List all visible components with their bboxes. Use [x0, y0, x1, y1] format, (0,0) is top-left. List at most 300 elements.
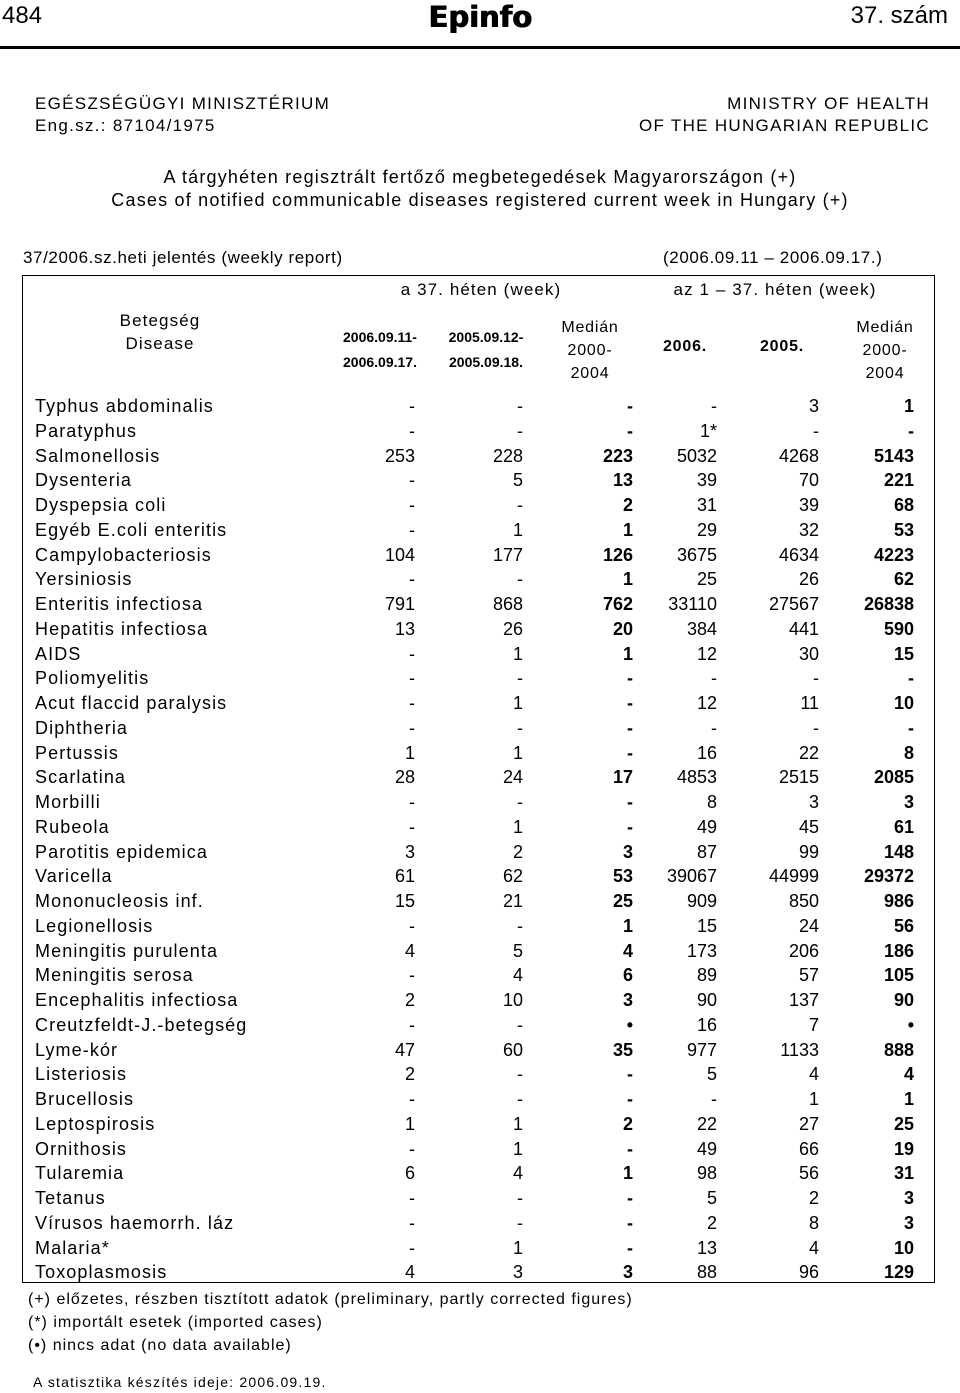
week-median-value: 25 [612, 891, 633, 911]
cumulative-median-value: 4 [903, 1064, 914, 1085]
disease-name: Dyspepsia coli [35, 495, 167, 515]
ministry-hu [35, 93, 330, 137]
header-col-2005-week [436, 325, 536, 375]
cumulative-2005-value: 206 [788, 940, 819, 961]
table-row [0, 419, 960, 444]
week-2006-value: - [409, 693, 415, 713]
cumulative-2005-value: 24 [798, 915, 819, 936]
week-median-value: - [627, 396, 633, 416]
week-2005-value: 5 [512, 940, 523, 961]
disease-name: Ornithosis [35, 1138, 128, 1159]
header-col-2005-cumulative: 2005. [759, 338, 805, 355]
disease-name: Legionellosis [35, 915, 154, 936]
cumulative-median-value: 4223 [873, 544, 914, 565]
table-row [0, 666, 960, 691]
week-2005-value: 10 [502, 990, 523, 1010]
week-2006-value: - [409, 470, 415, 491]
cumulative-2005-value: 39 [798, 495, 819, 515]
table-row [0, 815, 960, 840]
week-median-value: 3 [622, 1262, 633, 1283]
table-row [0, 914, 960, 939]
week-median-value: 3 [622, 841, 633, 862]
cumulative-2006-value: 49 [696, 816, 717, 837]
week-2005-value: - [517, 1089, 523, 1109]
cumulative-2006-value: - [711, 396, 717, 416]
disease-name: Toxoplasmosis [35, 1262, 168, 1283]
disease-name: Enteritis infectiosa [35, 594, 204, 614]
week-2005-value: 1 [512, 643, 523, 664]
cumulative-2006-value: 29 [696, 519, 717, 540]
table-row [0, 1211, 960, 1236]
cumulative-median-value: 29372 [863, 866, 914, 887]
cumulative-2006-value: 16 [696, 1014, 717, 1035]
header-disease [80, 309, 240, 355]
cumulative-2006-value: - [711, 1089, 717, 1109]
issue-number: 37. szám [850, 2, 948, 29]
week-median-value: 13 [612, 470, 633, 491]
cumulative-2006-value: 5 [706, 1188, 717, 1208]
cumulative-median-value: 3 [903, 792, 914, 812]
title-english: Cases of notified communicable diseases registered current week in Hungary (+) [111, 190, 849, 210]
week-median-value: 126 [602, 544, 633, 565]
week-2005-value: 4 [512, 965, 523, 986]
week-2005-value: 26 [502, 618, 523, 639]
week-2005-value: 5 [512, 470, 523, 491]
cumulative-median-value: 129 [883, 1262, 914, 1283]
header-col-2006-cumulative: 2006. [662, 338, 708, 355]
cumulative-2006-value: 8 [706, 792, 717, 812]
header-median-label: Medián [856, 319, 914, 336]
disease-rows [0, 394, 960, 1285]
header-col-2006-week-end: 2006.09.17. [343, 354, 417, 370]
week-2006-value: 104 [384, 544, 415, 565]
cumulative-2006-value: 49 [696, 1138, 717, 1159]
table-row [0, 1260, 960, 1285]
cumulative-2006-value: - [711, 717, 717, 738]
cumulative-median-value: 105 [883, 965, 914, 986]
disease-name: Hepatitis infectiosa [35, 618, 209, 639]
table-row [0, 741, 960, 766]
cumulative-2005-value: 70 [798, 470, 819, 491]
week-2006-value: - [409, 792, 415, 812]
cumulative-2005-value: 441 [788, 618, 819, 639]
week-median-value: - [627, 693, 633, 713]
week-2006-value: 3 [404, 841, 415, 862]
cumulative-2006-value: 12 [696, 643, 717, 664]
disease-name: Egyéb E.coli enteritis [35, 519, 228, 540]
week-2006-value: 2 [404, 1064, 415, 1085]
table-row [0, 1186, 960, 1211]
cumulative-2005-value: 57 [798, 965, 819, 986]
cumulative-median-value: - [908, 420, 914, 441]
week-2006-value: - [409, 495, 415, 515]
cumulative-2006-value: 88 [696, 1262, 717, 1283]
cumulative-2005-value: 7 [808, 1014, 819, 1035]
cumulative-2005-value: 30 [798, 643, 819, 664]
week-2005-value: 1 [512, 1113, 523, 1134]
disease-name: Tetanus [35, 1188, 106, 1208]
footnote-imported: (*) importált esetek (imported cases) [28, 1314, 323, 1331]
cumulative-median-value: 1 [903, 1089, 914, 1109]
week-2006-value: - [409, 717, 415, 738]
week-median-value: 1 [622, 1163, 633, 1184]
table-row [0, 518, 960, 543]
disease-name: Listeriosis [35, 1064, 128, 1085]
cumulative-median-value: 68 [893, 495, 914, 515]
disease-name: Diphtheria [35, 717, 129, 738]
week-2005-value: 24 [502, 767, 523, 788]
week-2005-value: 868 [492, 594, 523, 614]
week-2005-value: 21 [502, 891, 523, 911]
cumulative-2006-value: 12 [696, 693, 717, 713]
week-2006-value: - [409, 1188, 415, 1208]
table-row [0, 716, 960, 741]
header-disease-en: Disease [125, 334, 195, 353]
cumulative-median-value: 148 [883, 841, 914, 862]
epinfo-logo: Epinfo [428, 0, 532, 34]
week-2006-value: 253 [384, 445, 415, 466]
week-2006-value: - [409, 816, 415, 837]
cumulative-2006-value: 87 [696, 841, 717, 862]
cumulative-2005-value: 4 [808, 1064, 819, 1085]
week-2006-value: - [409, 1089, 415, 1109]
disease-name: Pertussis [35, 742, 119, 763]
disease-name: AIDS [35, 643, 82, 664]
cumulative-2006-value: 2 [706, 1212, 717, 1233]
week-2005-value: - [517, 569, 523, 590]
cumulative-2005-value: 99 [798, 841, 819, 862]
table-row [0, 1236, 960, 1261]
header-median-to: 2004 [570, 365, 610, 382]
disease-name: Meningitis purulenta [35, 940, 219, 961]
report-period: (2006.09.11 – 2006.09.17.) [663, 248, 883, 267]
ministry-en-name: MINISTRY OF HEALTH [727, 94, 930, 113]
week-2005-value: - [517, 495, 523, 515]
week-median-value: - [627, 1064, 633, 1085]
cumulative-median-value: 15 [893, 643, 914, 664]
week-median-value: - [627, 742, 633, 763]
week-2005-value: 2 [512, 841, 523, 862]
table-row [0, 1112, 960, 1137]
week-median-value: - [627, 816, 633, 837]
week-2005-value: - [517, 915, 523, 936]
week-2006-value: 15 [394, 891, 415, 911]
week-median-value: 762 [602, 594, 633, 614]
week-2006-value: 13 [394, 618, 415, 639]
table-row [0, 691, 960, 716]
cumulative-2006-value: 5032 [676, 445, 717, 466]
cumulative-2005-value: 2515 [778, 767, 819, 788]
cumulative-median-value: • [907, 1014, 914, 1035]
week-2006-value: - [409, 569, 415, 590]
table-row [0, 394, 960, 419]
header-col-median-week [540, 316, 640, 385]
header-median-to: 2004 [865, 365, 905, 382]
week-median-value: - [627, 792, 633, 812]
week-2006-value: - [409, 420, 415, 441]
week-median-value: 1 [622, 643, 633, 664]
cumulative-2005-value: 45 [798, 816, 819, 837]
header-median-from: 2000- [862, 342, 908, 359]
disease-name: Leptospirosis [35, 1113, 156, 1134]
disease-name: Parotitis epidemica [35, 841, 208, 862]
table-row [0, 963, 960, 988]
cumulative-2005-value: 66 [798, 1138, 819, 1159]
cumulative-2005-value: - [813, 668, 819, 689]
week-median-value: - [627, 1089, 633, 1109]
week-2006-value: 6 [404, 1163, 415, 1184]
table-row [0, 889, 960, 914]
disease-name: Brucellosis [35, 1089, 135, 1109]
week-2005-value: - [517, 668, 523, 689]
week-2005-value: 1 [512, 742, 523, 763]
header-col-median-cumulative [835, 316, 935, 385]
cumulative-2006-value: 1* [699, 420, 717, 441]
disease-name: Encephalitis infectiosa [35, 990, 239, 1010]
cumulative-2006-value: 384 [686, 618, 717, 639]
page-number: 484 [2, 2, 43, 29]
week-2006-value: 4 [404, 1262, 415, 1283]
cumulative-median-value: - [908, 668, 914, 689]
cumulative-2006-value: 22 [696, 1113, 717, 1134]
table-row [0, 1087, 960, 1112]
cumulative-2005-value: 22 [798, 742, 819, 763]
week-2006-value: 1 [404, 1113, 415, 1134]
week-2006-value: - [409, 965, 415, 986]
ministry-en [639, 93, 930, 137]
cumulative-2006-value: 909 [686, 891, 717, 911]
week-2006-value: 47 [394, 1039, 415, 1060]
week-2005-value: 1 [512, 519, 523, 540]
cumulative-median-value: 986 [883, 891, 914, 911]
cumulative-median-value: 10 [893, 693, 914, 713]
disease-name: Paratyphus [35, 420, 138, 441]
table-row [0, 1161, 960, 1186]
cumulative-2006-value: - [711, 668, 717, 689]
week-2006-value: - [409, 668, 415, 689]
cumulative-median-value: 2085 [873, 767, 914, 788]
week-2006-value: - [409, 1014, 415, 1035]
header-median-label: Medián [561, 319, 619, 336]
header-rule [0, 46, 960, 49]
cumulative-2005-value: 56 [798, 1163, 819, 1184]
week-median-value: 35 [612, 1039, 633, 1060]
week-2006-value: - [409, 643, 415, 664]
cumulative-2006-value: 90 [696, 990, 717, 1010]
cumulative-2005-value: 3 [808, 792, 819, 812]
header-group-week: a 37. héten (week) [400, 280, 562, 299]
week-median-value: 2 [622, 495, 633, 515]
ministry-registration: Eng.sz.: 87104/1975 [35, 116, 216, 135]
cumulative-2005-value: 11 [800, 693, 819, 713]
disease-name: Salmonellosis [35, 445, 161, 466]
disease-name: Dysenteria [35, 470, 133, 491]
table-row [0, 988, 960, 1013]
week-2006-value: - [409, 519, 415, 540]
week-2005-value: 177 [492, 544, 523, 565]
week-median-value: • [626, 1014, 633, 1035]
statistics-date: A statisztika készítés ideje: 2006.09.19. [33, 1374, 327, 1390]
ministry-en-country: OF THE HUNGARIAN REPUBLIC [638, 116, 930, 135]
week-2005-value: 1 [512, 1138, 523, 1159]
week-2005-value: 60 [502, 1039, 523, 1060]
week-2006-value: - [409, 1212, 415, 1233]
cumulative-2006-value: 173 [686, 940, 717, 961]
cumulative-median-value: 53 [893, 519, 914, 540]
week-median-value: 20 [612, 618, 633, 639]
table-row [0, 765, 960, 790]
week-2005-value: - [517, 1212, 523, 1233]
disease-name: Tularemia [35, 1163, 125, 1184]
table-row [0, 1137, 960, 1162]
week-2005-value: - [517, 717, 523, 738]
header-median-from: 2000- [567, 342, 613, 359]
cumulative-median-value: 8 [903, 742, 914, 763]
cumulative-median-value: 590 [883, 618, 914, 639]
week-2006-value: - [409, 396, 415, 416]
cumulative-median-value: 26838 [863, 594, 914, 614]
cumulative-2006-value: 13 [696, 1237, 717, 1258]
week-median-value: 6 [622, 965, 633, 986]
table-row [0, 444, 960, 469]
cumulative-2006-value: 15 [696, 915, 717, 936]
week-2006-value: 61 [394, 866, 415, 887]
cumulative-2005-value: 4 [808, 1237, 819, 1258]
cumulative-2005-value: 2 [808, 1188, 819, 1208]
cumulative-2005-value: 44999 [768, 866, 819, 887]
week-median-value: - [627, 1237, 633, 1258]
cumulative-median-value: 186 [883, 940, 914, 961]
cumulative-2006-value: 33110 [668, 594, 717, 614]
disease-name: Meningitis serosa [35, 965, 194, 986]
week-2006-value: - [409, 915, 415, 936]
week-2005-value: - [517, 420, 523, 441]
week-2005-value: 1 [512, 816, 523, 837]
week-median-value: 17 [612, 767, 633, 788]
cumulative-2006-value: 98 [696, 1163, 717, 1184]
cumulative-2006-value: 39 [696, 470, 717, 491]
week-2005-value: - [517, 1188, 523, 1208]
week-2006-value: - [409, 1138, 415, 1159]
disease-name: Malaria* [35, 1237, 110, 1258]
cumulative-2006-value: 16 [696, 742, 717, 763]
cumulative-2005-value: 96 [798, 1262, 819, 1283]
cumulative-2005-value: 850 [788, 891, 819, 911]
week-median-value: - [627, 420, 633, 441]
cumulative-2005-value: - [813, 717, 819, 738]
week-2005-value: 62 [502, 866, 523, 887]
table-row [0, 864, 960, 889]
disease-name: Mononucleosis inf. [35, 891, 204, 911]
table-row [0, 939, 960, 964]
week-2006-value: 2 [404, 990, 415, 1010]
week-2005-value: 1 [512, 1237, 523, 1258]
cumulative-2006-value: 25 [696, 569, 717, 590]
title-hungarian: A tárgyhéten regisztrált fertőző megbetegedések Magyarországon (+) [163, 167, 797, 187]
week-median-value: - [627, 1138, 633, 1159]
cumulative-2005-value: 4634 [778, 544, 819, 565]
table-row [0, 1062, 960, 1087]
header-col-2005-week-end: 2005.09.18. [449, 354, 523, 370]
cumulative-median-value: 56 [893, 915, 914, 936]
header-col-2005-week-start: 2005.09.12- [448, 329, 524, 345]
disease-name: Scarlatina [35, 767, 127, 788]
report-label: 37/2006.sz.heti jelentés (weekly report) [23, 248, 343, 267]
header-disease-hu: Betegség [119, 311, 201, 330]
ministry-hu-name: EGÉSZSÉGÜGYI MINISZTÉRIUM [35, 94, 331, 113]
disease-name: Lyme-kór [35, 1039, 119, 1060]
week-2005-value: 4 [512, 1163, 523, 1184]
week-2005-value: - [517, 1014, 523, 1035]
header-col-2006-week-start: 2006.09.11- [343, 329, 417, 345]
cumulative-median-value: 90 [893, 990, 914, 1010]
cumulative-2006-value: 31 [696, 495, 717, 515]
week-2006-value: 791 [384, 594, 415, 614]
week-median-value: 53 [612, 866, 633, 887]
week-2005-value: 1 [512, 693, 523, 713]
header-group-cumulative: az 1 – 37. héten (week) [673, 280, 877, 299]
week-2005-value: - [517, 792, 523, 812]
cumulative-2006-value: 3675 [676, 544, 717, 565]
cumulative-median-value: 3 [903, 1212, 914, 1233]
cumulative-median-value: 19 [893, 1138, 914, 1159]
week-2005-value: - [517, 396, 523, 416]
cumulative-2005-value: 137 [788, 990, 819, 1010]
table-row [0, 840, 960, 865]
cumulative-median-value: 1 [903, 396, 914, 416]
disease-name: Poliomyelitis [35, 668, 150, 689]
cumulative-2005-value: 27 [798, 1113, 819, 1134]
table-row [0, 642, 960, 667]
cumulative-median-value: - [908, 717, 914, 738]
disease-name: Campylobacteriosis [35, 544, 212, 565]
week-median-value: 4 [622, 940, 633, 961]
disease-name: Acut flaccid paralysis [35, 693, 228, 713]
week-median-value: 223 [602, 445, 633, 466]
cumulative-2005-value: 8 [808, 1212, 819, 1233]
cumulative-2005-value: 3 [808, 396, 819, 416]
disease-name: Typhus abdominalis [35, 396, 214, 416]
disease-name: Morbilli [35, 792, 101, 812]
cumulative-median-value: 3 [903, 1188, 914, 1208]
week-median-value: 3 [622, 990, 633, 1010]
cumulative-2006-value: 39067 [666, 866, 717, 887]
week-median-value: - [627, 1212, 633, 1233]
week-median-value: 1 [622, 915, 633, 936]
week-2006-value: 1 [404, 742, 415, 763]
cumulative-2005-value: 32 [798, 519, 819, 540]
cumulative-2006-value: 4853 [676, 767, 717, 788]
cumulative-2006-value: 977 [686, 1039, 717, 1060]
cumulative-2005-value: 4268 [778, 445, 819, 466]
week-median-value: - [627, 717, 633, 738]
cumulative-median-value: 10 [893, 1237, 914, 1258]
cumulative-median-value: 5143 [873, 445, 914, 466]
week-median-value: 2 [622, 1113, 633, 1134]
week-median-value: - [627, 1188, 633, 1208]
table-row [0, 468, 960, 493]
cumulative-2005-value: 1133 [780, 1039, 819, 1060]
table-row [0, 790, 960, 815]
cumulative-median-value: 888 [883, 1039, 914, 1060]
week-median-value: 1 [622, 569, 633, 590]
table-row [0, 567, 960, 592]
disease-name: Creutzfeldt-J.-betegség [35, 1014, 248, 1035]
table-row [0, 617, 960, 642]
cumulative-2006-value: 89 [696, 965, 717, 986]
week-median-value: 1 [622, 519, 633, 540]
table-row [0, 1013, 960, 1038]
